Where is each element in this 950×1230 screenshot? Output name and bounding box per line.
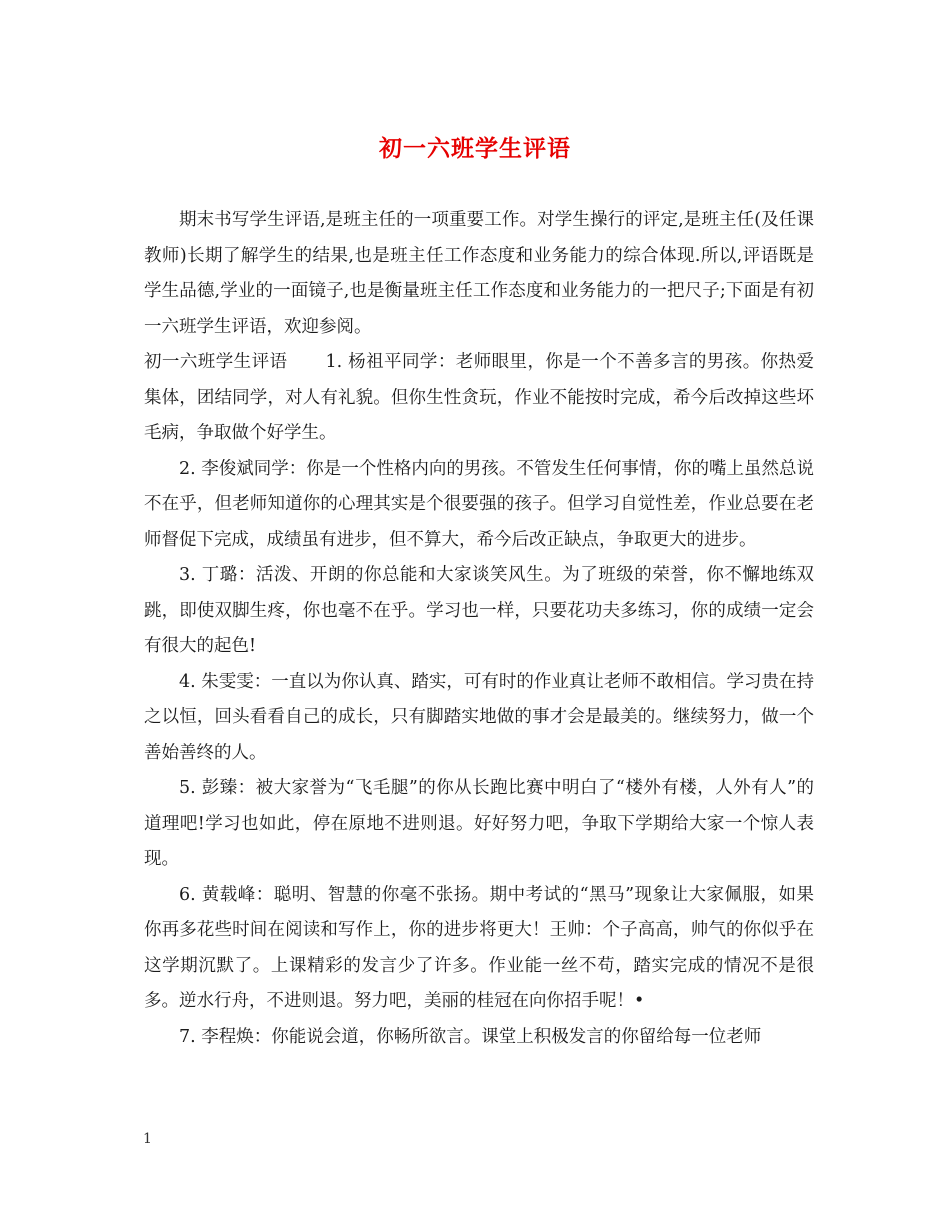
comment-text-1: 1. 杨祖平同学：老师眼里，你是一个不善多言的男孩。你热爱集体，团结同学，对人有礼貌。但你生性贪玩，作业不能按时完成，希今后改掉这些坏毛病，争取做个好学生。 (144, 352, 814, 443)
section-label: 初一六班学生评语 (144, 352, 288, 372)
comment-paragraph-7: 7. 李程焕：你能说会道，你畅所欲言。课堂上积极发言的你留给每一位老师 (179, 1026, 762, 1047)
comment-paragraph-4: 4. 朱雯雯：一直以为你认真、踏实，可有时的作业真让老师不敢相信。学习贵在持之以恒，回头看看自己的成长，只有脚踏实地做的事才会是最美的。继续努力，做一个善始善终的人。 (144, 671, 814, 763)
comment-paragraph-6: 6. 黄载峰：聪明、智慧的你毫不张扬。期中考试的“黑马”现象让大家佩服，如果你再多花些时间在阅读和写作上，你的进步将更大！王帅：个子高高，帅气的你似乎在这学期沉默了。上课精彩的发言少了许多。作业能一丝不苟，踏实完成的情况不是很多。逆水行舟，不进则退。努力吧，美丽的桂冠在向你招手呢！• (144, 884, 814, 1011)
document-title: 初一六班学生评语 (379, 135, 571, 162)
comment-paragraph-3: 3. 丁璐：活泼、开朗的你总能和大家谈笑风生。为了班级的荣誉，你不懈地练双跳，即使双脚生疼，你也毫不在乎。学习也一样，只要花功夫多练习，你的成绩一定会有很大的起色! (144, 565, 814, 656)
comment-paragraph-5: 5. 彭臻：被大家誉为“飞毛腿”的你从长跑比赛中明白了“楼外有楼，人外有人”的道理吧!学习也如此，停在原地不进则退。好好努力吧，争取下学期给大家一个惊人表现。 (144, 778, 814, 869)
document-body (144, 203, 814, 1055)
comment-paragraph-1 (144, 345, 814, 452)
intro-paragraph: 期末书写学生评语,是班主任的一项重要工作。对学生操行的评定,是班主任(及任课教师)长期了解学生的结果,也是班主任工作态度和业务能力的综合体现.所以,评语既是学生品德,学业的一面镜子,也是衡量班主任工作态度和业务能力的一把尺子;下面是有初一六班学生评语，欢迎参阅。 (144, 210, 814, 337)
comment-paragraph-2: 2. 李俊斌同学：你是一个性格内向的男孩。不管发生任何事情，你的嘴上虽然总说不在乎，但老师知道你的心理其实是个很要强的孩子。但学习自觉性差，作业总要在老师督促下完成，成绩虽有进步，但不算大，希今后改正缺点，争取更大的进步。 (144, 458, 814, 550)
page-number: 1 (143, 1131, 152, 1147)
